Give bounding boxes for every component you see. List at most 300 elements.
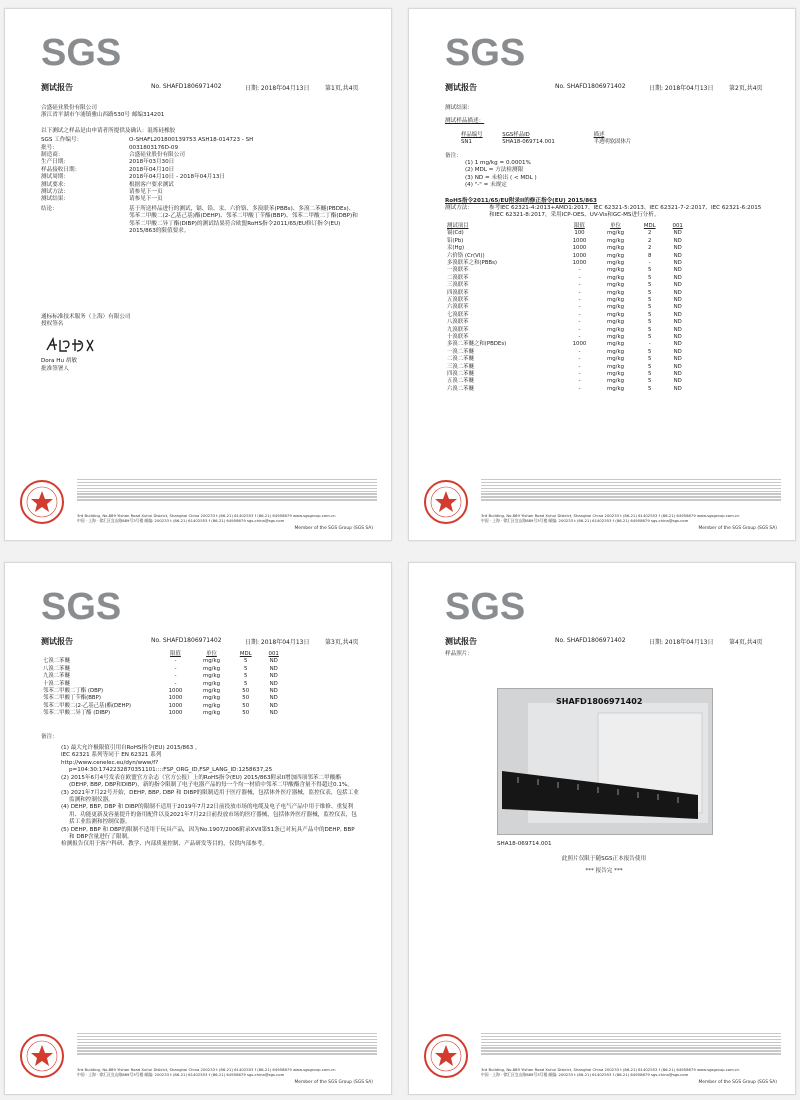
table-cell: 二溴联苯 (447, 274, 469, 281)
sgs-logo-icon (445, 31, 535, 71)
page-4-photo-notes (445, 841, 763, 875)
field-label: 制造商： (41, 152, 64, 159)
red-stamp-seal-icon (423, 479, 469, 525)
table-cell: - (648, 259, 651, 266)
conclusion (41, 206, 359, 236)
table-cell: 四溴联苯 (447, 289, 469, 296)
table-cell: mg/kg (606, 267, 624, 274)
table-cell: mg/kg (606, 245, 624, 252)
table-cell: - (578, 326, 581, 333)
table-row (445, 275, 691, 282)
member-line: Member of the SGS Group (SGS SA) (294, 1080, 373, 1085)
table-cell: - (578, 311, 581, 318)
column-header: 单位 (206, 651, 217, 657)
table-cell: 50 (242, 702, 250, 709)
table-cell: 多溴联苯之和(PBBs) (447, 259, 498, 266)
field-row (41, 159, 359, 166)
table-cell: 镉(Cd) (447, 230, 464, 237)
table-cell: 50 (242, 688, 250, 695)
report-page-4 (408, 562, 796, 1095)
field-label: 测试方法： (41, 189, 69, 196)
report-number: No. SHAFD1806971402 (555, 637, 626, 644)
page-2-content (445, 105, 763, 393)
table-cell: 50 (242, 695, 250, 702)
table-cell: mg/kg (606, 274, 624, 281)
table-cell: mg/kg (202, 695, 220, 702)
table-cell: 1000 (168, 710, 183, 717)
note-item: (2) MDL = 方法检测限 (465, 167, 524, 174)
report-page-3 (4, 562, 392, 1095)
field-list (41, 137, 359, 204)
column-header: 001 (672, 222, 683, 229)
table-cell: 九溴二苯醚 (43, 673, 70, 680)
address-block (481, 1067, 781, 1077)
table-cell: ND (673, 371, 682, 377)
column-header: 测试项目 (447, 222, 469, 229)
table-cell: ND (673, 311, 682, 318)
table-cell: mg/kg (202, 673, 220, 680)
report-date: 日期: 2018年04月13日 (649, 85, 714, 92)
table-cell: mg/kg (202, 680, 220, 687)
sample-header: 描述 (593, 131, 605, 138)
page-footer (17, 479, 381, 527)
table-cell: 5 (244, 673, 248, 680)
note-item: 检测报告仅用于客户科研、教学、内部质量控制、产品研发等目的，仅供内部参考。 (61, 841, 268, 848)
column-header: MDL (239, 651, 252, 657)
sgs-logo-icon (41, 31, 131, 71)
note-item: (4) "-" = 未规定 (465, 182, 507, 189)
table-cell: mg/kg (606, 296, 624, 303)
table-row (445, 386, 691, 393)
table-cell: - (174, 665, 177, 672)
table-cell: mg/kg (202, 658, 220, 665)
table-row (445, 319, 691, 326)
table-cell: ND (673, 304, 682, 311)
table-cell: - (578, 267, 581, 274)
table-cell: ND (673, 245, 682, 252)
table-cell: 邻苯二甲酸丁苄酯(BBP) (43, 695, 101, 702)
table-cell: mg/kg (606, 341, 624, 348)
field-value: 请参见下一页 (129, 189, 163, 196)
results-table (445, 223, 691, 393)
table-cell: mg/kg (606, 363, 624, 370)
end-of-report: *** 报告完 *** (585, 867, 623, 874)
table-cell: 2 (648, 245, 652, 252)
table-cell: ND (673, 385, 682, 392)
table-cell: 5 (648, 311, 652, 318)
address-line-cn: 中国 · 上海 · 徐汇区宜山路889号3号楼 邮编: 200233 t (86-21) 61402553 f (86-21) 64958679 sgs.china@sgs.com (481, 1072, 689, 1077)
table-cell: 七溴二苯醚 (43, 658, 70, 665)
table-cell: mg/kg (202, 702, 220, 709)
table-cell: mg/kg (202, 688, 220, 695)
fine-print-terms (481, 1033, 781, 1065)
table-cell: 一溴二苯醚 (447, 348, 474, 355)
table-cell: 5 (648, 267, 652, 274)
table-cell: 2 (648, 237, 652, 244)
member-line: Member of the SGS Group (SGS SA) (294, 526, 373, 531)
page-footer (17, 1033, 381, 1081)
table-cell: 2 (648, 230, 652, 237)
report-title: 测试报告 (41, 637, 73, 646)
field-value: 根据客户要求测试 (129, 181, 174, 188)
field-label: 测试要求： (41, 181, 69, 188)
sample-photo-icon (498, 689, 714, 836)
table-cell: 邻苯二甲酸二丁酯 (DBP) (43, 688, 104, 695)
table-cell: - (578, 296, 581, 303)
field-value: 请参见下一页 (129, 196, 163, 203)
applicant-name: 合盛硅业股份有限公司 (41, 105, 97, 111)
table-cell: 5 (648, 289, 652, 296)
table-cell: 1000 (572, 237, 587, 244)
report-title: 测试报告 (445, 83, 477, 92)
fine-print-terms (77, 1033, 377, 1065)
table-cell: 5 (648, 282, 652, 289)
table-cell: ND (269, 673, 278, 680)
table-cell: ND (673, 230, 682, 237)
field-row (41, 196, 359, 203)
address-line-en: 3rd Building, No.889 Yishan Road Xuhui District, Shanghai China 200233 t (86-21) 61402553 f (86-21) 64958679 www.sgsgroup.com.cn (481, 513, 740, 518)
table-cell: 100 (574, 230, 585, 237)
table-cell: 5 (648, 326, 652, 333)
table-cell: 六价铬 (Cr(VI)) (447, 252, 485, 259)
table-cell: ND (269, 695, 278, 702)
table-cell: mg/kg (606, 282, 624, 289)
page-number: 第4页,共4页 (729, 639, 763, 646)
conclusion-text: 基于所送样品进行的测试，镉、铅、汞、六价铬、多溴联苯(PBBs)、多溴二苯醚(PBDEs)、邻苯二甲酸二(2-乙基己基)酯(DEHP)、邻苯二甲酸丁苄酯(BBP)、邻苯二甲酸二丁酯(DBP)和邻苯二甲酸二异丁酯(DIBP)的测试结果符合欧盟RoHS指令2011/65/EU修订指令(EU) 2015/863的限值要求。 (129, 205, 358, 235)
table-cell: ND (269, 702, 278, 709)
page-4-content (445, 651, 763, 658)
signer-title: 批准签署人 (41, 365, 69, 372)
table-cell: - (578, 304, 581, 311)
field-row (41, 145, 359, 152)
table-cell: ND (673, 267, 682, 274)
table-row (445, 364, 691, 371)
table-row (445, 371, 691, 378)
sample-header: SGS样品ID (502, 131, 530, 138)
table-cell: 5 (648, 356, 652, 363)
address-line-en: 3rd Building, No.889 Yishan Road Xuhui District, Shanghai China 200233 t (86-21) 61402553 f (86-21) 64958679 www.sgsgroup.com.cn (77, 1067, 336, 1072)
table-cell: 十溴二苯醚 (43, 680, 70, 687)
table-cell: - (578, 371, 581, 377)
table-cell: - (578, 356, 581, 363)
table-cell: mg/kg (606, 348, 624, 355)
sample-description-title: 测试样品描述： (445, 118, 485, 125)
note-item: http://www.cenelec.eu/dyn/www/f?p=104:30:1742232870351101::::FSP_ORG_ID,FSP_LANG_ID:1258637,25 (61, 759, 273, 774)
table-row (445, 267, 691, 274)
address-line-cn: 中国 · 上海 · 徐汇区宜山路889号3号楼 邮编: 200233 t (86-21) 61402553 f (86-21) 64958679 sgs.china@sgs.com (481, 518, 689, 523)
column-header: 限值 (170, 651, 181, 657)
table-row (445, 327, 691, 334)
note-item: (2) 2015年6月4号发表在欧盟官方杂志（官方公报）上的RoHS指令(EU) 2015/863附录II增加四项邻苯二甲酸酯(DEHP, BBP, DBP和DIBP)，新的指令限制了电子电器产品的每一个均一材质中邻苯二甲酸酯含量不得超过0.1%。 (61, 774, 353, 789)
red-stamp-seal-icon (423, 1033, 469, 1079)
table-cell: 1000 (168, 688, 183, 695)
table-cell: 二溴二苯醚 (447, 356, 474, 363)
table-cell: 五溴二苯醚 (447, 378, 474, 385)
table-cell: 七溴联苯 (447, 311, 469, 318)
table-cell: - (578, 333, 581, 340)
sgs-logo-text: SGS (41, 32, 122, 71)
table-row (445, 297, 691, 304)
note-item: (3) ND = 未检出 ( < MDL ) (465, 174, 537, 181)
table-cell: - (578, 274, 581, 281)
report-number: No. SHAFD1806971402 (151, 637, 222, 644)
address-line-en: 3rd Building, No.889 Yishan Road Xuhui District, Shanghai China 200233 t (86-21) 61402553 f (86-21) 64958679 www.sgsgroup.com.cn (77, 513, 336, 518)
notes-label: 备注： (41, 733, 58, 740)
note-item: (1) 1 mg/kg = 0.0001% (465, 160, 531, 167)
table-cell: - (578, 319, 581, 326)
authorized-signature-label: 授权签名 (41, 320, 64, 327)
table-row (41, 695, 287, 702)
table-row (41, 710, 287, 717)
sample-header: 样品编号 (461, 131, 483, 138)
column-header: MDL (643, 222, 656, 229)
table-cell: ND (673, 259, 682, 266)
table-cell: mg/kg (606, 289, 624, 296)
table-cell: - (578, 363, 581, 370)
sample-cell: SN1 (461, 139, 472, 146)
table-cell: ND (673, 237, 682, 244)
field-label: 生产日期： (41, 159, 69, 166)
field-value: 2018年04月10日 - 2018年04月13日 (129, 174, 226, 181)
table-cell: 5 (648, 319, 652, 326)
table-cell: mg/kg (606, 252, 624, 259)
table-cell: mg/kg (606, 311, 624, 318)
table-cell: ND (673, 378, 682, 385)
table-cell: 5 (648, 385, 652, 392)
table-row (445, 349, 691, 356)
table-cell: 六溴二苯醚 (447, 385, 474, 392)
table-cell: 5 (648, 274, 652, 281)
fine-print-terms (77, 479, 377, 511)
table-cell: ND (673, 296, 682, 303)
field-row (41, 182, 359, 189)
address-block (481, 513, 781, 523)
table-cell: ND (673, 252, 682, 259)
table-cell: 九溴联苯 (447, 326, 469, 333)
table-cell: 1000 (572, 259, 587, 266)
table-cell: ND (673, 348, 682, 355)
table-row (445, 341, 691, 348)
method-label: 测试方法： (445, 205, 473, 212)
sgs-logo-icon (445, 585, 535, 625)
field-label: 批号： (41, 144, 58, 151)
table-cell: 5 (648, 296, 652, 303)
page-number: 第3页,共4页 (325, 639, 359, 646)
table-cell: mg/kg (606, 371, 624, 377)
page-footer (421, 479, 785, 527)
page-1-content (41, 105, 359, 373)
table-cell: - (648, 341, 651, 348)
table-row (41, 673, 287, 680)
table-cell: 1000 (572, 245, 587, 252)
table-row (445, 304, 691, 311)
table-cell: ND (269, 680, 278, 687)
table-cell: 铅(Pb) (447, 237, 464, 244)
table-cell: ND (673, 333, 682, 340)
note-item: (5) DEHP, BBP 和 DBP的限制不适用于玩具产品，因为No.1907/2006附录XVII第51条已对玩具产品中的DEHP, BBP 和 DBP含量进行了限制。 (61, 826, 355, 840)
table-cell: mg/kg (606, 378, 624, 385)
table-row (445, 378, 691, 385)
sample-cell: 半透明软固体片 (593, 139, 632, 146)
table-cell: 邻苯二甲酸二(2-乙基己基)酯(DEHP) (43, 702, 131, 709)
column-header: 单位 (610, 222, 621, 229)
table-cell: ND (673, 282, 682, 289)
results-title: 测试结果： (445, 105, 473, 111)
table-cell: - (578, 378, 581, 385)
table-cell: 5 (244, 680, 248, 687)
address-line-cn: 中国 · 上海 · 徐汇区宜山路889号3号楼 邮编: 200233 t (86-21) 61402553 f (86-21) 64958679 sgs.china@sgs.com (77, 1072, 285, 1077)
member-line: Member of the SGS Group (SGS SA) (698, 526, 777, 531)
field-value: 0031803176D-09 (129, 144, 179, 151)
field-value: 2018年04月10日 (129, 166, 175, 173)
field-label: SGS 工作编号： (41, 137, 83, 144)
method-text: 参考IEC 62321-4:2013+AMD1:2017、IEC 62321-5:2013、IEC 62321-7-2:2017、IEC 62321-6:2015和IEC 62321-8:2017，采用ICP-OES、UV-Vis和GC-MS进行分析。 (489, 205, 762, 219)
report-date: 日期: 2018年04月13日 (245, 85, 310, 92)
note-item: IEC 62321 系列等同于 EN 62321 系列 (61, 752, 162, 759)
report-number: No. SHAFD1806971402 (151, 83, 222, 90)
table-row (445, 356, 691, 363)
table-cell: ND (269, 658, 278, 665)
table-row (445, 238, 691, 245)
table-row (445, 245, 691, 252)
table-cell: 1000 (168, 695, 183, 702)
report-title: 测试报告 (41, 83, 73, 92)
table-cell: mg/kg (606, 237, 624, 244)
table-cell: mg/kg (606, 230, 624, 237)
sgs-logo-text: SGS (445, 32, 526, 71)
table-cell: 三溴联苯 (447, 282, 469, 289)
note-item: (1) 最大允许极限值引用自RoHS指令(EU) 2015/863 。 (61, 745, 201, 752)
sample-table (459, 132, 659, 147)
table-cell: 三溴二苯醚 (447, 363, 474, 370)
table-cell: 1000 (572, 252, 587, 259)
table-cell: 5 (648, 378, 652, 385)
results-table-continued (41, 651, 287, 718)
table-cell: 八溴二苯醚 (43, 665, 70, 672)
table-cell: ND (673, 274, 682, 281)
table-cell: - (174, 673, 177, 680)
table-cell: ND (269, 688, 278, 695)
table-cell: 八溴联苯 (447, 319, 469, 326)
sample-cell: SHA18-069714.001 (502, 139, 555, 146)
table-cell: 十溴联苯 (447, 333, 469, 340)
table-row (445, 282, 691, 289)
field-row (41, 174, 359, 181)
sgs-logo-text: SGS (445, 586, 526, 625)
table-cell: ND (673, 326, 682, 333)
table-row (445, 312, 691, 319)
table-row (41, 658, 287, 665)
report-number: No. SHAFD1806971402 (555, 83, 626, 90)
table-cell: - (578, 385, 581, 392)
rohs-title: RoHS指令2011/65/EU附录II的修正指令(EU) 2015/863 (445, 197, 597, 204)
table-cell: 5 (648, 371, 652, 377)
table-cell: ND (673, 363, 682, 370)
photo-sample-id: SHA18-069714.001 (497, 841, 552, 847)
table-cell: 8 (648, 252, 652, 259)
table-cell: mg/kg (606, 319, 624, 326)
table-cell: 5 (244, 658, 248, 665)
table-row (41, 681, 287, 688)
report-date: 日期: 2018年04月13日 (245, 639, 310, 646)
table-cell: mg/kg (606, 333, 624, 340)
fine-print-terms (481, 479, 781, 511)
sample-photo (497, 688, 713, 835)
member-line: Member of the SGS Group (SGS SA) (698, 1080, 777, 1085)
column-header: 001 (268, 651, 279, 657)
table-cell: 1000 (168, 702, 183, 709)
report-title: 测试报告 (445, 637, 477, 646)
table-row (445, 260, 691, 267)
table-cell: mg/kg (202, 665, 220, 672)
table-cell: mg/kg (606, 304, 624, 311)
conclusion-label: 结论： (41, 205, 58, 212)
table-cell: ND (673, 341, 682, 348)
table-cell: 5 (648, 304, 652, 311)
table-cell: 四溴二苯醚 (447, 371, 474, 377)
red-stamp-seal-icon (19, 1033, 65, 1079)
photo-caption: SHAFD1806971402 (556, 697, 643, 706)
company-name: 通标标准技术服务（上海）有限公司 (41, 313, 131, 320)
table-cell: ND (269, 665, 278, 672)
table-cell: mg/kg (202, 710, 220, 717)
report-page-2 (408, 8, 796, 541)
table-cell: mg/kg (606, 356, 624, 363)
field-row (41, 189, 359, 196)
sgs-logo-icon (41, 585, 131, 625)
table-cell: 六溴联苯 (447, 304, 469, 311)
field-label: 测试周期： (41, 174, 69, 181)
applicant-address: 浙江省平湖市乍浦镇雅山西路530号 邮编314201 (41, 112, 165, 119)
page-footer (421, 1033, 785, 1081)
table-cell: 5 (648, 348, 652, 355)
notes-list (41, 745, 359, 849)
table-cell: 5 (648, 363, 652, 370)
table-header-row (445, 223, 691, 230)
table-cell: ND (673, 319, 682, 326)
signer-name: Dora Hu 胡敏 (41, 358, 77, 365)
table-header-row (41, 651, 287, 658)
column-header: 限值 (574, 222, 585, 229)
page-number: 第2页,共4页 (729, 85, 763, 92)
field-label: 测试结果： (41, 196, 69, 203)
field-value: O-SHAFL201800139753 ASH18-014723 - SH (129, 137, 254, 144)
table-cell: mg/kg (606, 326, 624, 333)
table-cell: 50 (242, 710, 250, 717)
handwritten-signature-icon (45, 336, 105, 354)
table-cell: 五溴联苯 (447, 296, 469, 303)
table-row (445, 253, 691, 260)
table-row (445, 290, 691, 297)
table-cell: 一溴联苯 (447, 267, 469, 274)
table-cell: - (174, 658, 177, 665)
address-block (77, 513, 377, 523)
photo-usage-note: 此照片仅限于随SGS正本报告使用 (561, 856, 647, 863)
note-item: (4) DEHP, BBP, DBP 和 DIBP的限制不适用于2019年7月22日前投放市场的电缆及电子电气产品中用于维修、重复利用、功能更新及容量提升的备用配件以及2021年7月22日前投放市场的医疗器械，包括体外医疗器械，监控仪表，包括工业监测和控制仪器。 (61, 804, 357, 826)
address-line-cn: 中国 · 上海 · 徐汇区宜山路889号3号楼 邮编: 200233 t (86-21) 61402553 f (86-21) 64958679 sgs.china@sgs.com (77, 518, 285, 523)
table-cell: 多溴二苯醚之和(PBDEs) (447, 341, 507, 348)
report-date: 日期: 2018年04月13日 (649, 639, 714, 646)
note-item: (3) 2021年7月22号开始，DEHP, BBP, DBP 和 DIBP的限制适用于医疗器械，包括体外医疗器械，监控仪表，包括工业监测和控制仪器。 (61, 789, 359, 803)
table-cell: mg/kg (606, 259, 624, 266)
test-method (445, 205, 763, 220)
sgs-logo-text: SGS (41, 586, 122, 625)
table-cell: - (174, 680, 177, 687)
page-3-content (41, 651, 359, 849)
table-cell: 5 (648, 333, 652, 340)
notes-list (465, 160, 763, 190)
address-line-en: 3rd Building, No.889 Yishan Road Xuhui District, Shanghai China 200233 t (86-21) 61402553 f (86-21) 64958679 www.sgsgroup.com.cn (481, 1067, 740, 1072)
